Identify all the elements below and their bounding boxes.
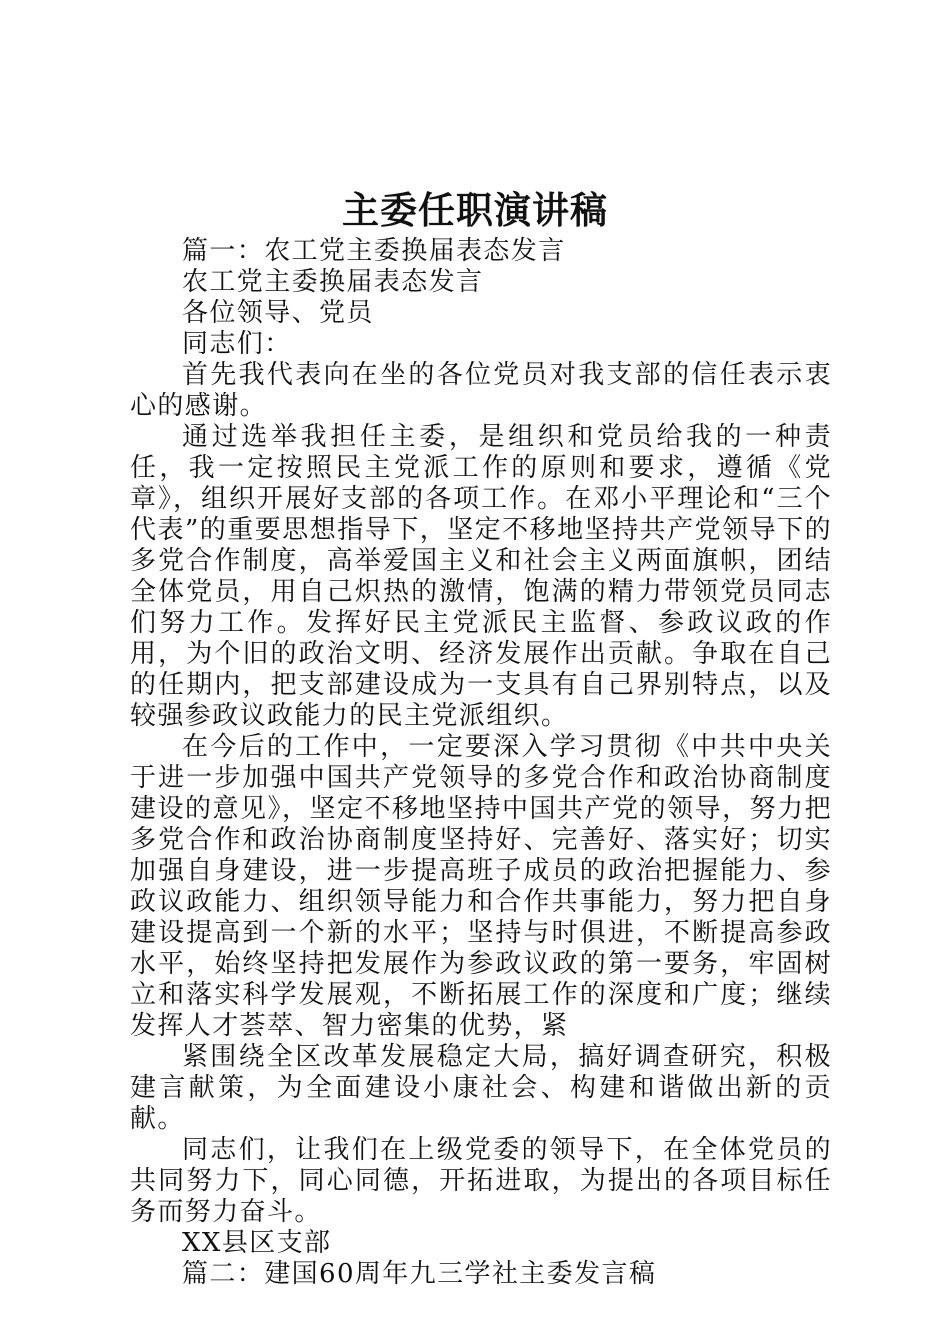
paragraph-future-work: 在今后的工作中，一定要深入学习贯彻《中共中央关于进一步加强中国共产党领导的多党合作和政治协商制度建设的意见》，坚定不移地坚持中国共产党的领导，努力把多党合作和政治协商制度坚持好、完善好、落实好；切实加强自身建设，进一步提高班子成员的政治把握能力、参政议政能力、组织领导能力和合作共事能力，努力把自身建设提高到一个新的水平；坚持与时俱进，不断提高参政水平，始终坚持把发展作为参政议政的第一要务，牢固树立和落实科学发展观，不断拓展工作的深度和广度；继续发挥人才荟萃、智力密集的优势，紧 <box>130 732 832 1041</box>
paragraph-signature: XX县区支部 <box>182 1228 332 1258</box>
document-body <box>130 236 832 1290</box>
paragraph-salutation-leaders: 各位领导、党员 <box>182 298 374 328</box>
paragraph-section-one-heading: 篇一：农工党主委换届表态发言 <box>182 236 566 266</box>
paragraph-salutation-comrades: 同志们： <box>182 329 292 359</box>
paragraph-thanks: 首先我代表向在坐的各位党员对我支部的信任表示衷心的感谢。 <box>130 360 832 421</box>
paragraph-responsibility: 通过选举我担任主委，是组织和党员给我的一种责任，我一定按照民主党派工作的原则和要求，遵循《党章》，组织开展好支部的各项工作。在邓小平理论和“三个代表”的重要思想指导下，坚定不移地坚持共产党领导下的多党合作制度，高举爱国主义和社会主义两面旗帜，团结全体党员，用自己炽热的激情，饱满的精力带领党员同志们努力工作。发挥好民主党派民主监督、参政议政的作用，为个旧的政治文明、经济发展作出贡献。争取在自己的任期内，把支部建设成为一支具有自己界别特点，以及较强参政议政能力的民主党派组织。 <box>130 422 832 731</box>
paragraph-reform-development: 紧围绕全区改革发展稳定大局，搞好调查研究，积极建言献策，为全面建设小康社会、构建和谐做出新的贡献。 <box>130 1042 832 1134</box>
paragraph-speech-title: 农工党主委换届表态发言 <box>182 267 484 297</box>
paragraph-section-two-heading: 篇二：建国60周年九三学社主委发言稿 <box>182 1259 657 1289</box>
document-title: 主委任职演讲稿 <box>342 188 608 232</box>
paragraph-closing: 同志们，让我们在上级党委的领导下，在全体党员的共同努力下，同心同德，开拓进取，为提出的各项目标任务而努力奋斗。 <box>130 1135 832 1227</box>
